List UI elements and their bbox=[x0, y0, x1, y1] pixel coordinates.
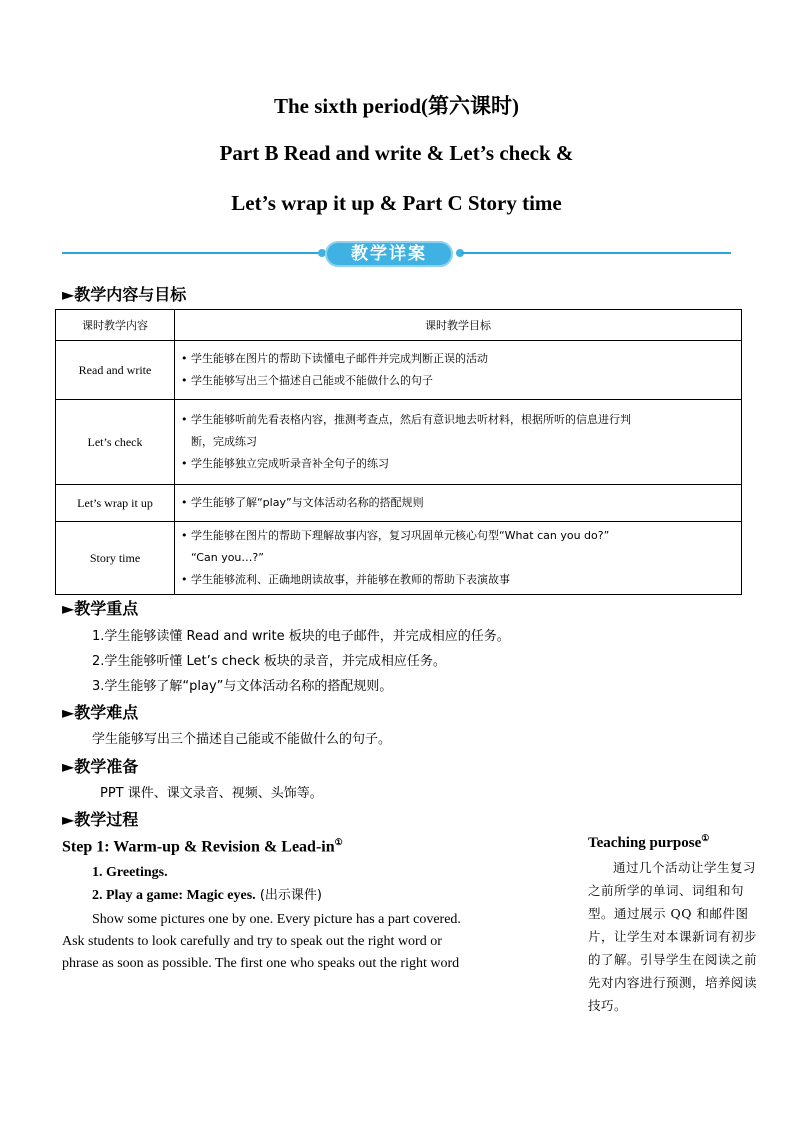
key-point-item: 1.学生能够读懂 Read and write 板块的电子邮件，并完成相应的任务。 bbox=[92, 629, 510, 644]
table-header-row bbox=[56, 310, 742, 341]
row-content: Let’s check bbox=[56, 400, 175, 485]
footnote-marker: ① bbox=[334, 837, 343, 847]
step-paragraph-line: phrase as soon as possible. The first one who speaks out the right word bbox=[62, 956, 460, 971]
goal-line: • 学生能够听前先看表格内容，推测考查点，然后有意识地去听材料，根据所听的信息进行判 bbox=[181, 413, 631, 426]
col-header-content: 课时教学内容 bbox=[56, 310, 175, 341]
goal-line: “Can you…?” bbox=[191, 551, 264, 564]
key-point-item: 2.学生能够听懂 Let’s check 板块的录音，并完成相应任务。 bbox=[92, 654, 446, 669]
col-header-goals: 课时教学目标 bbox=[175, 310, 742, 341]
game-note: (出示课件) bbox=[255, 888, 322, 903]
step-paragraph-line: Show some pictures one by one. Every picture has a part covered. bbox=[92, 912, 461, 927]
table-row bbox=[56, 341, 742, 400]
goal-line: • 学生能够了解“play”与文体活动名称的搭配规则 bbox=[181, 496, 424, 509]
page-subtitle-1: Part B Read and write & Let’s check & bbox=[219, 141, 574, 165]
section-banner: 教学详案 bbox=[325, 241, 453, 267]
goals-table bbox=[55, 309, 742, 595]
row-content: Let’s wrap it up bbox=[56, 485, 175, 522]
step-item-greetings: 1. Greetings. bbox=[92, 865, 168, 880]
page-subtitle-2: Let’s wrap it up & Part C Story time bbox=[231, 191, 562, 215]
row-goals bbox=[175, 400, 742, 485]
step-1-label: Step 1: Warm-up & Revision & Lead-in bbox=[62, 838, 335, 856]
step-paragraph-line: Ask students to look carefully and try to speak out the right word or bbox=[62, 934, 442, 949]
goal-line: • 学生能够在图片的帮助下理解故事内容，复习巩固单元核心句型“What can you do?” bbox=[181, 529, 610, 542]
preparation-heading: ►教学准备 bbox=[62, 757, 139, 776]
goal-line: • 学生能够写出三个描述自己能或不能做什么的句子 bbox=[181, 374, 433, 387]
table-row bbox=[56, 485, 742, 522]
difficult-points-heading: ►教学难点 bbox=[62, 703, 139, 722]
step-1-heading bbox=[62, 837, 343, 856]
row-content: Read and write bbox=[56, 341, 175, 400]
game-title: 2. Play a game: Magic eyes. bbox=[92, 888, 256, 903]
teaching-purpose-text: 通过几个活动让学生复习之前所学的单词、词组和句型。通过展示 QQ 和邮件图片，让学生对本课新词有初步的了解。引导学生在阅读之前先对内容进行预测，培养阅读技巧。 bbox=[588, 860, 758, 1013]
teaching-purpose-title bbox=[588, 833, 709, 852]
row-content: Story time bbox=[56, 522, 175, 595]
goal-line: • 学生能够独立完成听录音补全句子的练习 bbox=[181, 457, 389, 470]
process-heading: ►教学过程 bbox=[62, 810, 139, 829]
page-title: The sixth period(第六课时) bbox=[273, 94, 519, 118]
row-goals bbox=[175, 485, 742, 522]
teaching-purpose-label: Teaching purpose bbox=[588, 835, 702, 851]
goal-line: • 学生能够流利、正确地朗读故事，并能够在教师的帮助下表演故事 bbox=[181, 573, 510, 586]
banner-rule-left bbox=[62, 252, 321, 254]
banner-rule-right bbox=[461, 252, 731, 254]
table-row bbox=[56, 522, 742, 595]
goal-line: • 学生能够在图片的帮助下读懂电子邮件并完成判断正误的活动 bbox=[181, 352, 488, 365]
goals-heading: ►教学内容与目标 bbox=[62, 285, 187, 304]
table-row bbox=[56, 400, 742, 485]
goal-line: 断，完成练习 bbox=[191, 435, 257, 448]
step-item-game bbox=[92, 885, 548, 907]
row-goals bbox=[175, 522, 742, 595]
row-goals bbox=[175, 341, 742, 400]
footnote-marker: ① bbox=[701, 833, 710, 843]
key-points-heading: ►教学重点 bbox=[62, 599, 139, 618]
preparation-text: PPT 课件、课文录音、视频、头饰等。 bbox=[100, 786, 323, 801]
difficult-point-text: 学生能够写出三个描述自己能或不能做什么的句子。 bbox=[92, 732, 392, 747]
key-point-item: 3.学生能够了解“play”与文体活动名称的搭配规则。 bbox=[92, 679, 393, 694]
